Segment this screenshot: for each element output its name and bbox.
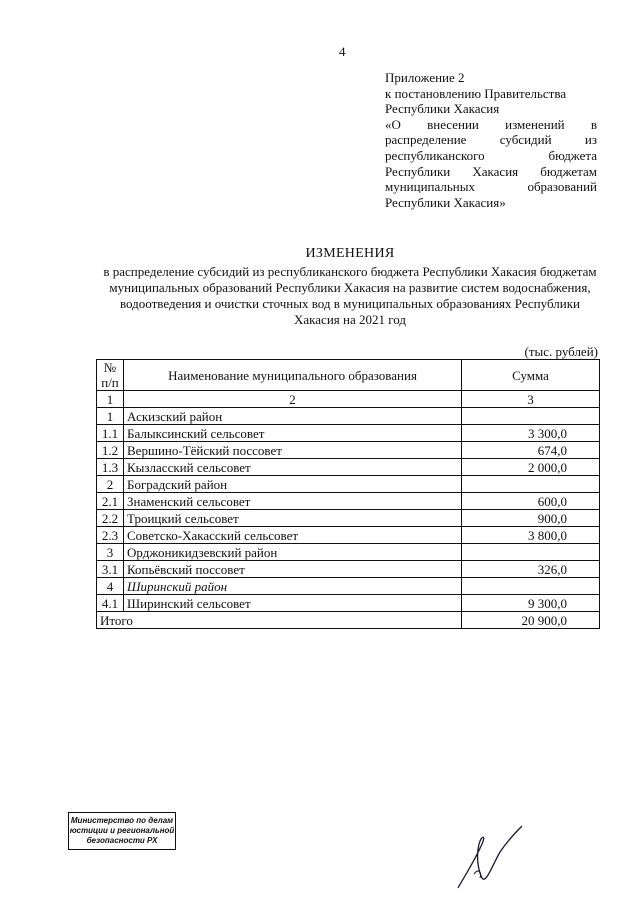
row-number: 1.2: [97, 442, 124, 459]
municipality-name: Кызласский сельсовет: [124, 459, 462, 476]
appendix-line: «О внесении изменений в: [385, 116, 597, 132]
appendix-line: Республики Хакасия»: [385, 194, 506, 210]
row-number: 4.1: [97, 595, 124, 612]
row-number: 3: [97, 544, 124, 561]
index-cell: 1: [97, 391, 124, 408]
subsidy-amount: 2 000,0: [462, 459, 600, 476]
subsidy-amount: 3 300,0: [462, 425, 600, 442]
table-row: [97, 527, 600, 544]
row-number: 1.3: [97, 459, 124, 476]
row-number: 2.3: [97, 527, 124, 544]
table-row: [97, 561, 600, 578]
municipality-name: Орджоникидзевский район: [124, 544, 462, 561]
municipality-name: Боградский район: [124, 476, 462, 493]
header-name: Наименование муниципального образования: [124, 360, 462, 391]
appendix-line: Республики Хакасия: [385, 101, 500, 117]
row-number: 2: [97, 476, 124, 493]
appendix-line: Республики Хакасия бюджетам: [385, 163, 597, 179]
municipality-name: Ширинский сельсовет: [124, 595, 462, 612]
ministry-stamp: [68, 812, 176, 850]
municipality-name: Аскизский район: [124, 408, 462, 425]
header-num: № п/п: [97, 360, 124, 391]
municipality-name: Копьёвский поссовет: [124, 561, 462, 578]
table-row: [97, 544, 600, 561]
stamp-line: юстиции и региональной: [69, 826, 175, 835]
table-row: [97, 476, 600, 493]
municipality-name: Вершино-Тёйский поссовет: [124, 442, 462, 459]
table-total-row: [97, 612, 600, 629]
appendix-line: муниципальных образований: [385, 179, 597, 195]
table-row: [97, 459, 600, 476]
header-amount: Сумма: [462, 360, 600, 391]
subsidy-amount: 900,0: [462, 510, 600, 527]
index-cell: 2: [124, 391, 462, 408]
table-row: [97, 442, 600, 459]
appendix-line: Приложение 2: [385, 70, 465, 85]
appendix-line: республиканского бюджета: [385, 147, 597, 163]
document-subtitle: в распределение субсидий из республиканского бюджета Республики Хакасия бюджетам муниципальных образований Республики Хакасия на развитие систем водоснабжения, водоотведения и очистки сточных вод в муниципальных образованиях Республики Хакасия на 2021 год: [103, 264, 597, 327]
subsidy-amount: 9 300,0: [462, 595, 600, 612]
row-number: 2.1: [97, 493, 124, 510]
appendix-line: распределение субсидий из: [385, 132, 597, 148]
appendix-block: [385, 70, 597, 210]
table-row: [97, 510, 600, 527]
table-row: [97, 408, 600, 425]
table-row: [97, 425, 600, 442]
subsidy-amount: [462, 476, 600, 493]
document-title: ИЗМЕНЕНИЯ: [305, 246, 395, 261]
table-index-row: [97, 391, 600, 408]
subsidies-table: [96, 359, 600, 629]
municipality-name: Ширинский район: [124, 578, 462, 595]
municipality-name: Советско-Хакасский сельсовет: [124, 527, 462, 544]
table-row: [97, 578, 600, 595]
row-number: 4: [97, 578, 124, 595]
index-cell: 3: [462, 391, 600, 408]
table-row: [97, 493, 600, 510]
municipality-name: Троицкий сельсовет: [124, 510, 462, 527]
municipality-name: Балыксинский сельсовет: [124, 425, 462, 442]
row-number: 1.1: [97, 425, 124, 442]
page-number: 4: [339, 44, 346, 59]
subsidy-amount: [462, 408, 600, 425]
stamp-line: Министерство по делам: [70, 816, 174, 825]
subsidy-amount: 600,0: [462, 493, 600, 510]
row-number: 3.1: [97, 561, 124, 578]
subsidy-amount: 674,0: [462, 442, 600, 459]
table-header-row: [97, 360, 600, 391]
stamp-line: безопасности РХ: [86, 836, 158, 845]
subsidy-amount: 326,0: [462, 561, 600, 578]
subsidy-amount: 3 800,0: [462, 527, 600, 544]
appendix-line: к постановлению Правительства: [385, 85, 567, 101]
total-label: Итого: [97, 612, 462, 629]
units-label: (тыс. рублей): [524, 344, 598, 359]
table-row: [97, 595, 600, 612]
row-number: 2.2: [97, 510, 124, 527]
subsidy-amount: [462, 578, 600, 595]
subsidy-amount: [462, 544, 600, 561]
row-number: 1: [97, 408, 124, 425]
municipality-name: Знаменский сельсовет: [124, 493, 462, 510]
signature-icon: [452, 822, 542, 892]
total-amount: 20 900,0: [462, 612, 600, 629]
